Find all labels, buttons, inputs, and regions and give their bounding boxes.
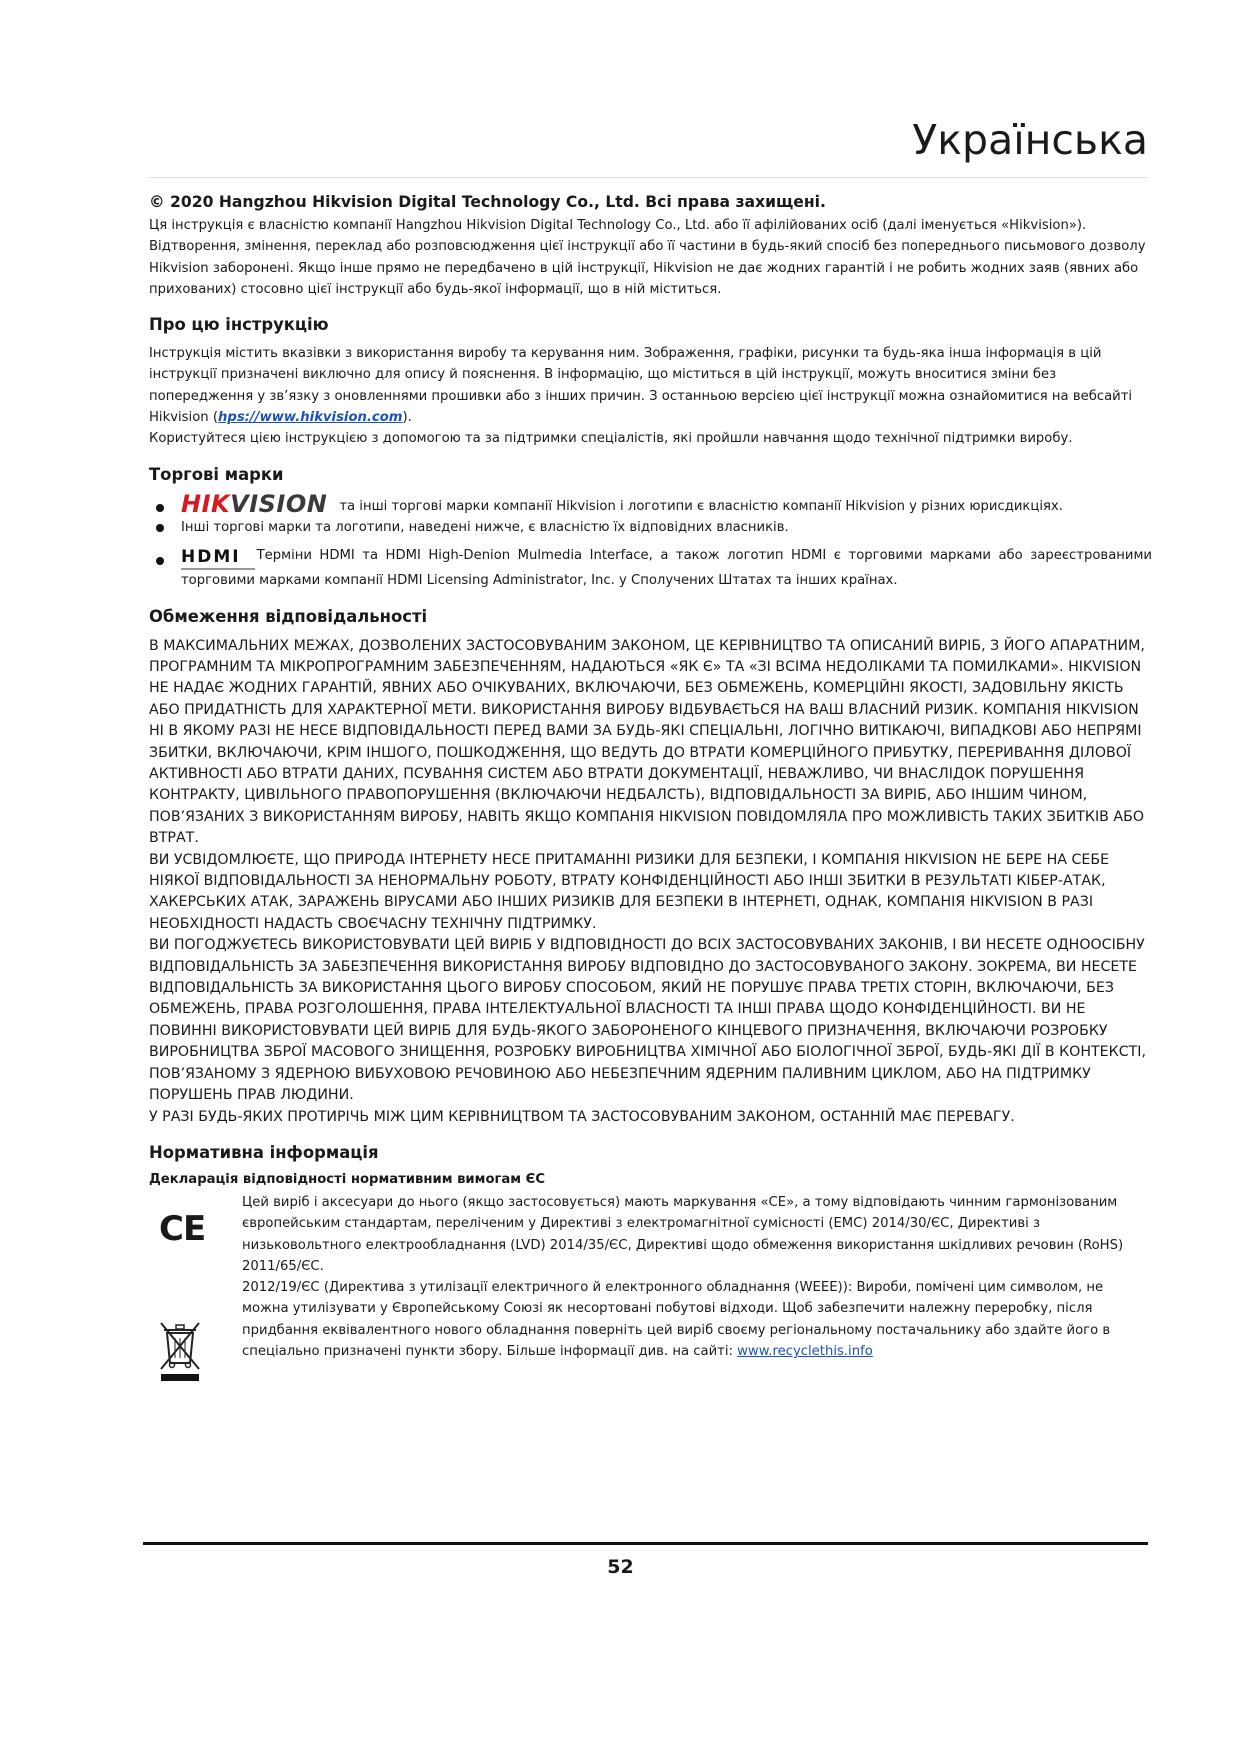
disclaimer-paragraph: В МАКСИМАЛЬНИХ МЕЖАХ, ДОЗВОЛЕНИХ ЗАСТОСОВУВАНИМ ЗАКОНОМ, ЦЕ КЕРІВНИЦТВО ТА ОПИСАНИЙ ВИРІБ, З ЙОГО АПАРАТНИМ, ПРОГРАМНИМ ТА МІКРОПРОГРАМНИМ ЗАБЕЗПЕЧЕННЯМ, НАДАЮТЬСЯ «ЯК Є» ТА «ЗІ ВСІМА НЕДОЛІКАМИ ТА ПОМИЛКАМИ». HIKVISION НЕ НАДАЄ ЖОДНИХ ГАРАНТІЙ, ЯВНИХ АБО ОЧІКУВАНИХ, ВКЛЮЧАЮЧИ, БЕЗ ОБМЕЖЕНЬ, КОМЕРЦІЙНІ ЯКОСТІ, ЗАДОВІЛЬНУ ЯКІСТЬ АБО ПРИДАТНІСТЬ ДЛЯ ХАРАКТЕРНОЇ МЕТИ. ВИКОРИСТАННЯ ВИРОБУ ВІДБУВАЄТЬСЯ НА ВАШ ВЛАСНИЙ РИЗИК. КОМПАНІЯ HIKVISION НІ В ЯКОМУ РАЗІ НЕ НЕСЕ ВІДПОВІДАЛЬНОСТІ ПЕРЕД ВАМИ ЗА БУДЬ-ЯКІ СПЕЦІАЛЬНІ, ЛОГІЧНО ВИТІКАЮЧІ, ВИПАДКОВІ АБО НЕПРЯМІ ЗБИТКИ, ВКЛЮЧАЮЧИ, КРІМ ІНШОГО, ПОШКОДЖЕННЯ, ЩО ВЕДУТЬ ДО ВТРАТИ КОМЕРЦІЙНОГО ПРИБУТКУ, ПЕРЕРИВАННЯ ДІЛОВОЇ АКТИВНОСТІ АБО ВТРАТИ ДАНИХ, ПСУВАННЯ СИСТЕМ АБО ВТРАТИ ДОКУМЕНТАЦІЇ, НЕВАЖЛИВО, ЧИ ВНАСЛІДОК ПОРУШЕННЯ КОНТРАКТУ, ЦИВІЛЬНОГО ПРАВОПОРУШЕННЯ (ВКЛЮЧАЮЧИ НЕДБАЛСТЬ), ВІДПОВІДАЛЬНОСТІ ЗА ВИРІБ, АБО ІНШИМ ЧИНОМ, ПОВ’ЯЗАНИХ З ВИКОРИСТАННЯМ ВИРОБУ, НАВІТЬ ЯКЩО КОМПАНІЯ HIKVISION ПОВІДОМЛЯЛА ПРО МОЖЛИВІСТЬ ТАКИХ ЗБИТКІВ АБО ВТРАТ.: [149, 637, 1145, 847]
weee-bin-icon: [157, 1319, 203, 1381]
copyright-heading: © 2020 Hangzhou Hikvision Digital Technology Co., Ltd. Всі права захищені.: [149, 193, 826, 211]
disclaimer-paragraph: ВИ ПОГОДЖУЄТЕСЬ ВИКОРИСТОВУВАТИ ЦЕЙ ВИРІБ У ВІДПОВІДНОСТІ ДО ВСІХ ЗАСТОСОВУВАНИХ ЗАКОНІВ, І ВИ НЕСЕТЕ ОДНООСІБНУ ВІДПОВІДАЛЬНІСТЬ ЗА ЗАБЕЗПЕЧЕННЯ ВИКОРИСТАННЯ ВИРОБУ ВІДПОВІДНО ДО ЗАСТОСОВУВАНОГО ЗАКОНУ. ЗОКРЕМА, ВИ НЕСЕТЕ ВІДПОВІДАЛЬНІСТЬ ЗА ВИКОРИСТАННЯ ЦЬОГО ВИРОБУ СПОСОБОМ, ЯКИЙ НЕ ПОРУШУЄ ПРАВА ТРЕТІХ СТОРІН, ВКЛЮЧАЮЧИ, БЕЗ ОБМЕЖЕНЬ, ПРАВА РОЗГОЛОШЕННЯ, ПРАВА ІНТЕЛЕКТУАЛЬНОЇ ВЛАСНОСТІ ТА ІНШІ ПРАВА ЩОДО КОНФІДЕНЦІЙНОСТІ. ВИ НЕ ПОВИННІ ВИКОРИСТОВУВАТИ ЦЕЙ ВИРІБ ДЛЯ БУДЬ-ЯКОГО ЗАБОРОНЕНОГО КІНЦЕВОГО ПРИЗНАЧЕННЯ, ВКЛЮЧАЮЧИ РОЗРОБКУ ВИРОБНИЦТВА ЗБРОЇ МАСОВОГО ЗНИЩЕННЯ, РОЗРОБКУ ВИРОБНИЦТВА ХІМІЧНОЇ АБО БІОЛОГІЧНОЇ ЗБРОЇ, БУДЬ-ЯКІ ДІЇ В КОНТЕКСТІ, ПОВ’ЯЗАНОМУ З ЯДЕРНОЮ ВИБУХОВОЮ РЕЧОВИНОЮ АБО НЕБЕЗПЕЧНИМ ЯДЕРНИМ ПАЛИВНИМ ЦИКЛОМ, АБО НА ПІДТРИМКУ ПОРУШЕНЬ ПРАВ ЛЮДИНИ.: [149, 937, 1146, 1104]
hikvision-logo: HIKVISION: [181, 489, 328, 518]
about-body-text-end: ).: [402, 410, 412, 426]
weee-row: [149, 1277, 1152, 1362]
hdmi-logo: HDMI: [181, 549, 241, 570]
trademark-item-others: [149, 517, 1152, 538]
eu-declaration-subheading: Декларація відповідності нормативним вимогам ЄС: [149, 1171, 546, 1187]
trademarks-heading: Торгові марки: [149, 464, 284, 484]
about-body: [149, 343, 1152, 428]
trademark-text-hdmi: Терміни HDMI та HDMI High-Denion Mulmedia Interface, а також логотип HDMI є торговими марками або зареєстрованими торговими марками компанії HDMI Licensing Administrator, Inc. у Сполучених Штатах та інших країнах.: [181, 548, 1152, 589]
footer-divider: [143, 1542, 1148, 1545]
bullet-icon: [156, 557, 164, 565]
recyclethis-link[interactable]: www.recyclethis.info: [737, 1343, 873, 1359]
page-number: 52: [607, 1556, 634, 1578]
copyright-body: Ця інструкція є власністю компанії Hangzhou Hikvision Digital Technology Co., Ltd. або її афілійованих осіб (далі іменується «Hikvision»). Відтворення, змінення, переклад або розповсюдження цієї інструкції або її частини в будь-який спосіб без попереднього письмового дозволу Hikvision заборонені. Якщо інше прямо не передбачено в цій інструкції, Hikvision не дає жодних гарантій і не робить жодних заяв (явних або прихованих) стосовно цієї інструкції або будь-якої інформації, що в ній міститься.: [149, 218, 1146, 297]
ce-text: Цей виріб і аксесуари до нього (якщо застосовується) мають маркування «CE», а тому відповідають чинним гармонізованим європейським стандартам, переліченим у Директиві з електромагнітної сумісності (EMC) 2014/30/ЄС, Директиві з низьковольтного електрообладнання (LVD) 2014/35/ЄС, Директиві щодо обмеження використання шкідливих речовин (RoHS) 2011/65/ЄС.: [242, 1194, 1124, 1274]
about-heading: Про цю інструкцію: [149, 315, 329, 335]
about-note: Користуйтеся цією інструкцією з допомогою та за підтримки спеціалістів, які пройшли навчання щодо технічної підтримки виробу.: [149, 431, 1073, 447]
weee-text-body: 2012/19/ЄС (Директива з утилізації електричного й електронного обладнання (WEEE)): Вироби, помічені цим символом, не можна утилізувати у Європейському Союзі як несортовані побутові відходи. Щоб забезпечити належну переробку, після придбання еквівалентного нового обладнання поверніть цей виріб своєму регіональному постачальнику або здайте його в спеціально призначені пункти збору. Більше інформації див. на сайті:: [242, 1280, 1111, 1359]
hikvision-website-link[interactable]: hps://www.hikvision.com: [217, 410, 403, 426]
disclaimer-paragraph: ВИ УСВІДОМЛЮЄТЕ, ЩО ПРИРОДА ІНТЕРНЕТУ НЕСЕ ПРИТАМАННІ РИЗИКИ ДЛЯ БЕЗПЕКИ, І КОМПАНІЯ HIKVISION НЕ БЕРЕ НА СЕБЕ НІЯКОЇ ВІДПОВІДАЛЬНОСТІ ЗА НЕНОРМАЛЬНУ РОБОТУ, ВТРАТУ КОНФІДЕНЦІЙНОСТІ АБО ІНШІ ЗБИТКИ В РЕЗУЛЬТАТІ КІБЕР-АТАК, ХАКЕРСЬКИХ АТАК, ЗАРАЖЕНЬ ВІРУСАМИ АБО ІНШИХ РИЗИКІВ ДЛЯ БЕЗПЕКИ В ІНТЕРНЕТІ, ОДНАК, КОМПАНІЯ HIKVISION В РАЗІ НЕОБХІДНОСТІ НАДАСТЬ СВОЄЧАСНУ ТЕХНІЧНУ ПІДТРИМКУ.: [149, 851, 1110, 932]
trademark-text-hikvision: та інші торгові марки компанії Hikvision і логотипи є власністю компанії Hikvision у різних юрисдикціях.: [339, 498, 1063, 514]
bullet-icon: [156, 504, 164, 512]
ce-row: [149, 1192, 1152, 1277]
about-body-text: Інструкція містить вказівки з використання виробу та керування ним. Зображення, графіки, рисунки та будь-яка інша інформація в цій інструкції призначені виключно для опису й пояснення. В інформацію, що міститься в цій інструкції, можуть вноситися зміни без попередження у зв’язку з оновленнями прошивки або з інших причин. З останньою версією цієї інструкції можна ознайомитися на вебсайті Hikvision (: [149, 346, 1133, 426]
trademark-item-hdmi: [149, 545, 1152, 591]
regulatory-heading: Нормативна інформація: [149, 1142, 379, 1162]
page-title: Українська: [912, 116, 1148, 164]
title-divider: [147, 177, 1148, 178]
trademark-item-hikvision: [149, 489, 1152, 518]
weee-text: [242, 1277, 1152, 1362]
main-content: [149, 191, 1152, 1362]
trademark-text-others: Інші торгові марки та логотипи, наведені нижче, є власністю їх відповідних власників.: [181, 519, 789, 535]
bullet-icon: [156, 524, 164, 532]
disclaimer-body: [149, 636, 1152, 1128]
disclaimer-heading: Обмеження відповідальності: [149, 606, 428, 626]
disclaimer-paragraph: У РАЗІ БУДЬ-ЯКИХ ПРОТИРІЧЬ МІЖ ЦИМ КЕРІВНИЦТВОМ ТА ЗАСТОСОВУВАНИМ ЗАКОНОМ, ОСТАННІЙ МАЄ ПЕРЕВАГУ.: [149, 1108, 1015, 1125]
ce-mark-icon: CE: [159, 1208, 206, 1249]
